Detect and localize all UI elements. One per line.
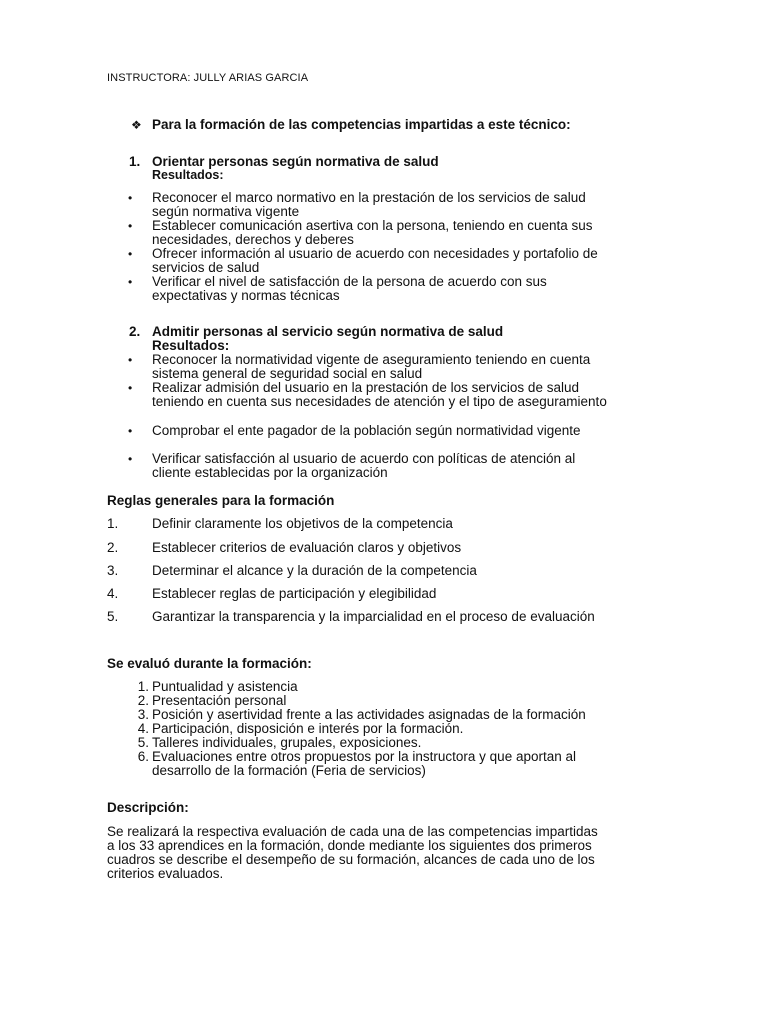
bullet-line: servicios de salud <box>152 260 260 275</box>
eval-item: Presentación personal <box>152 693 287 708</box>
eval-item: Participación, disposición e interés por la formación. <box>152 721 464 736</box>
bullet-line: Realizar admisión del usuario en la prestación de los servicios de salud <box>152 380 579 395</box>
eval-number: 3. <box>137 707 149 722</box>
bullet-icon: • <box>128 424 133 438</box>
eval-item: Talleres individuales, grupales, exposiciones. <box>152 735 422 750</box>
eval-item: Posición y asertividad frente a las actividades asignadas de la formación <box>152 707 586 722</box>
bullet-line: Verificar satisfacción al usuario de acuerdo con políticas de atención al <box>152 451 576 466</box>
eval-number: 6. <box>137 749 149 764</box>
bullet-line: expectativas y normas técnicas <box>152 288 340 303</box>
bullet-line: Ofrecer información al usuario de acuerdo con necesidades y portafolio de <box>152 246 598 261</box>
description-title: Descripción: <box>107 800 189 815</box>
bullet-line: teniendo en cuenta sus necesidades de atención y el tipo de aseguramiento <box>152 394 607 409</box>
bullet-line: cliente establecidas por la organización <box>152 465 388 480</box>
instructor-header: INSTRUCTORA: JULLY ARIAS GARCIA <box>107 72 309 84</box>
eval-item-6 <box>152 750 672 778</box>
diamond-bullet-icon: ❖ <box>131 118 142 132</box>
description-line: criterios evaluados. <box>107 866 224 881</box>
bullet-line: Reconocer el marco normativo en la prestación de los servicios de salud <box>152 190 586 205</box>
section2-bullet-3 <box>152 424 672 438</box>
rule-text: Determinar el alcance y la duración de la competencia <box>152 563 477 578</box>
rule-text: Establecer criterios de evaluación claros y objetivos <box>152 540 462 555</box>
description-line: Se realizará la respectiva evaluación de cada una de las competencias impartidas <box>107 824 598 839</box>
bullet-icon: • <box>128 381 133 395</box>
bullet-icon: • <box>128 247 133 261</box>
rules-title: Reglas generales para la formación <box>107 493 335 508</box>
eval-number: 2. <box>137 693 149 708</box>
bullet-line: según normativa vigente <box>152 204 300 219</box>
eval-number: 4. <box>137 721 149 736</box>
bullet-line: Reconocer la normatividad vigente de aseguramiento teniendo en cuenta <box>152 352 591 367</box>
rule-number: 1. <box>107 516 119 531</box>
eval-line: desarrollo de la formación (Feria de servicios) <box>152 763 426 778</box>
eval-item: Puntualidad y asistencia <box>152 679 298 694</box>
bullet-line: necesidades, derechos y deberes <box>152 232 354 247</box>
section1-bullet-1 <box>152 191 672 219</box>
rule-number: 3. <box>107 563 119 578</box>
section1-bullet-2 <box>152 219 672 247</box>
rule-text: Establecer reglas de participación y elegibilidad <box>152 586 437 601</box>
description-paragraph <box>107 825 667 881</box>
section1-bullet-3 <box>152 247 672 275</box>
section2-bullet-1 <box>152 353 672 381</box>
bullet-icon: • <box>128 353 133 367</box>
eval-line: Evaluaciones entre otros propuestos por la instructora y que aportan al <box>152 749 576 764</box>
bullet-icon: • <box>128 275 133 289</box>
eval-number: 5. <box>137 735 149 750</box>
rule-text: Definir claramente los objetivos de la competencia <box>152 516 453 531</box>
rule-number: 2. <box>107 540 119 555</box>
bullet-line: Comprobar el ente pagador de la población según normatividad vigente <box>152 423 581 438</box>
rule-text: Garantizar la transparencia y la imparcialidad en el proceso de evaluación <box>152 609 595 624</box>
bullet-line: sistema general de seguridad social en salud <box>152 366 423 381</box>
section1-number: 1. <box>129 154 141 169</box>
section2-number: 2. <box>129 324 141 339</box>
bullet-icon: • <box>128 191 133 205</box>
bullet-icon: • <box>128 452 133 466</box>
bullet-line: Verificar el nivel de satisfacción de la persona de acuerdo con sus <box>152 274 547 289</box>
evaluated-title: Se evaluó durante la formación: <box>107 656 312 671</box>
section2-results-label: Resultados: <box>152 338 230 353</box>
description-line: a los 33 aprendices en la formación, donde mediante los siguientes dos primeros <box>107 838 592 853</box>
bullet-icon: • <box>128 219 133 233</box>
section1-title: Orientar personas según normativa de salud <box>152 154 439 169</box>
section2-title: Admitir personas al servicio según normativa de salud <box>152 324 504 339</box>
section2-bullet-2 <box>152 381 672 409</box>
rule-number: 5. <box>107 609 119 624</box>
rule-number: 4. <box>107 586 119 601</box>
section1-bullet-4 <box>152 275 672 303</box>
eval-number: 1. <box>137 679 149 694</box>
bullet-line: Establecer comunicación asertiva con la persona, teniendo en cuenta sus <box>152 218 593 233</box>
intro-heading: Para la formación de las competencias impartidas a este técnico: <box>152 117 571 132</box>
section1-results-label: Resultados: <box>152 168 224 182</box>
section2-bullet-4 <box>152 452 672 480</box>
description-line: cuadros se describe el desempeño de su formación, alcances de cada uno de los <box>107 852 595 867</box>
